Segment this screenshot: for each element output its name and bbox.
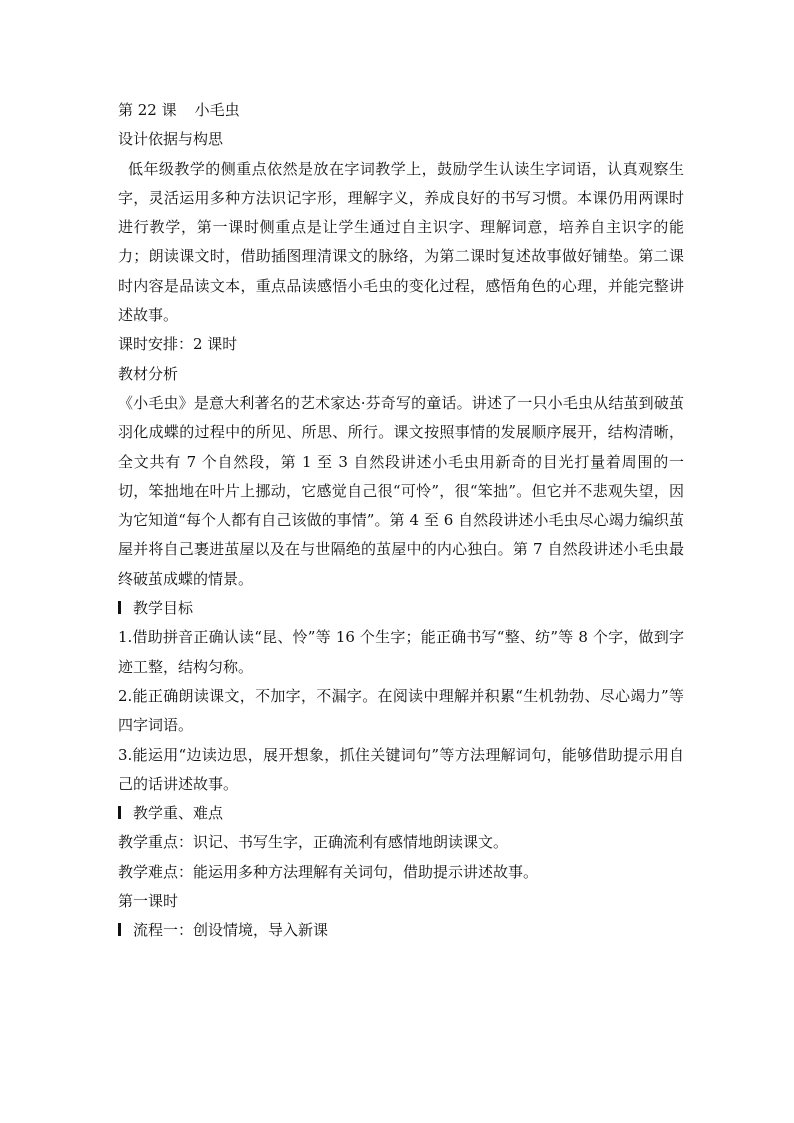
key-point: 教学重点：识记、书写生字，正确流利有感情地朗读课文。 <box>118 833 509 852</box>
goal-item-3: 3.能运用“边读边思，展开想象，抓住关键词句”等方法理解词句，能够借助提示用自己的话讲述故事。 <box>118 745 684 793</box>
section-marker-icon <box>118 923 121 936</box>
schedule-line: 课时安排：2 课时 <box>118 335 238 354</box>
key-heading-text: 教学重、难点 <box>133 804 224 823</box>
section-marker-icon <box>118 601 121 614</box>
design-paragraph: 低年级教学的侧重点依然是放在字词教学上，鼓励学生认读生字词语，认真观察生字，灵活运用多种方法识记字形，理解字义，养成良好的书写习惯。本课仍用两课时进行教学，第一课时侧重点是让学生通过自主识字、理解词意，培养自主识字的能力；朗读课文时，借助插图理清课文的脉络，为第二课时复述故事做好铺垫。第二课时内容是品读文本，重点品读感悟小毛虫的变化过程，感悟角色的心理，并能完整讲述故事。 <box>118 159 684 325</box>
difficult-point: 教学难点：能运用多种方法理解有关词句，借助提示讲述故事。 <box>118 862 539 881</box>
design-heading: 设计依据与构思 <box>118 130 224 149</box>
section-marker-icon <box>118 806 121 819</box>
goals-heading-text: 教学目标 <box>133 599 194 618</box>
material-paragraph: 《小毛虫》是意大利著名的艺术家达·芬奇写的童话。讲述了一只小毛虫从结茧到破茧羽化成蝶的过程中的所见、所思、所行。课文按照事情的发展顺序展开，结构清晰，全文共有 7 个自然段，第 1 至 3 自然段讲述小毛虫用新奇的目光打量着周围的一切，笨拙地在叶片上挪动，它感觉自己很“可怜”，很“笨拙”。但它并不悲观失望，因为它知道“每个人都有自己该做的事情”。第 4 至 6 自然段讲述小毛虫尽心竭力编织茧屋并将自己裹进茧屋以及在与世隔绝的茧屋中的内心独白。第 7 自然段讲述小毛虫最终破茧成蝶的情景。 <box>118 393 684 588</box>
lesson-name: 小毛虫 <box>194 101 240 119</box>
document-page <box>118 96 684 946</box>
lesson-title <box>118 96 684 125</box>
process-one-text: 流程一：创设情境，导入新课 <box>133 921 329 940</box>
goal-item-2: 2.能正确朗读课文，不加字，不漏字。在阅读中理解并积累“生机勃勃、尽心竭力”等四字词语。 <box>118 686 684 735</box>
goal-item-1: 1.借助拼音正确认读“昆、怜”等 16 个生字；能正确书写“整、纺”等 8 个字，做到字迹工整，结构匀称。 <box>118 628 684 676</box>
lesson-number: 第 22 课 <box>118 101 177 119</box>
first-lesson-heading: 第一课时 <box>118 892 179 911</box>
goals-heading <box>118 594 684 623</box>
process-one-heading <box>118 916 684 945</box>
key-heading <box>118 799 684 828</box>
material-heading: 教材分析 <box>118 364 179 383</box>
